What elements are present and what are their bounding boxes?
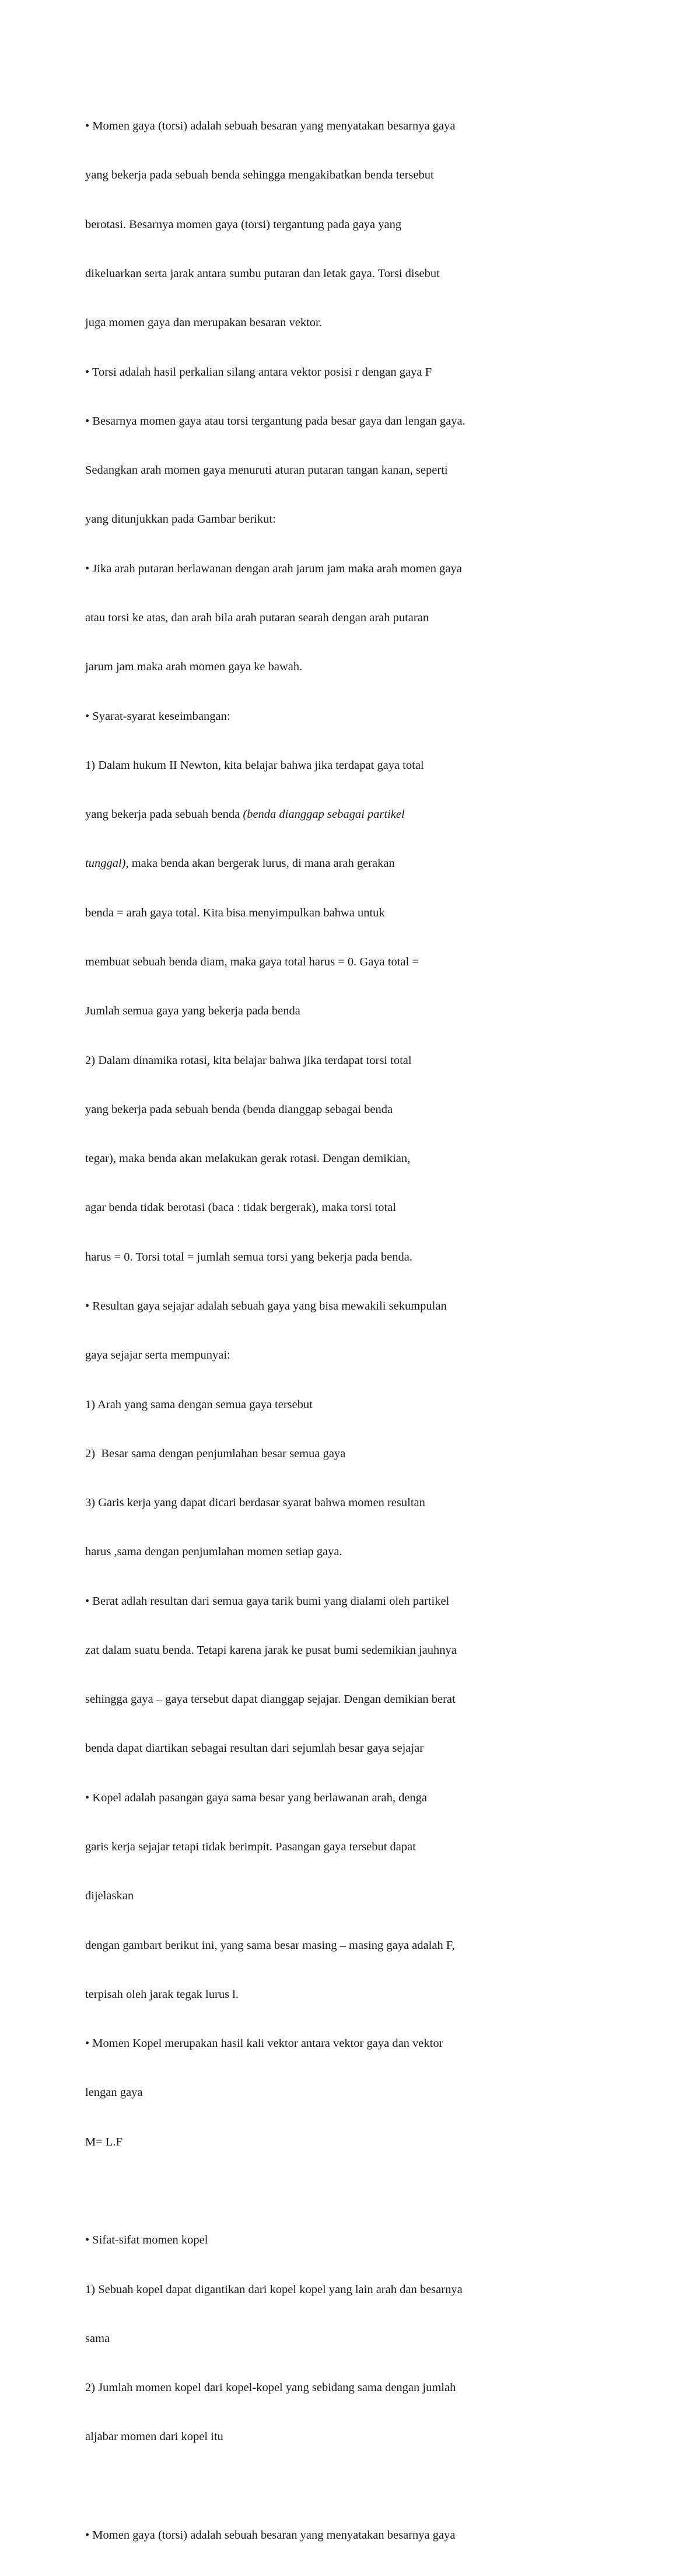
text-line: juga momen gaya dan merupakan besaran vektor. — [85, 316, 322, 330]
text-line: dengan gambart berikut ini, yang sama besar masing – masing gaya adalah F, — [85, 1938, 455, 1952]
text-line: • Sifat-sifat momen kopel — [85, 2234, 208, 2247]
text-line-mixed — [85, 806, 668, 822]
text-line: zat dalam suatu benda. Tetapi karena jarak ke pusat bumi sedemikian jauhnya — [85, 1643, 457, 1657]
text-line: 1) Sebuah kopel dapat digantikan dari kopel kopel yang lain arah dan besarnya — [85, 2283, 463, 2296]
text-line: 3) Garis kerja yang dapat dicari berdasar syarat bahwa momen resultan — [85, 1496, 425, 1510]
text-line: 1) Dalam hukum II Newton, kita belajar bahwa jika terdapat gaya total — [85, 758, 424, 772]
text-line: harus ,sama dengan penjumlahan momen setiap gaya. — [85, 1545, 342, 1559]
text-segment: maka benda akan bergerak lurus, di mana arah gerakan — [128, 857, 395, 870]
text-line: • Torsi adalah hasil perkalian silang antara vektor posisi r dengan gaya F — [85, 365, 432, 379]
text-line: benda dapat diartikan sebagai resultan dari sejumlah besar gaya sejajar — [85, 1742, 424, 1755]
text-line: • Kopel adalah pasangan gaya sama besar yang berlawanan arah, denga — [85, 1791, 428, 1804]
italic-segment: (benda dianggap sebagai partikel — [243, 808, 405, 821]
text-line: • Momen gaya (torsi) adalah sebuah besaran yang menyatakan besarnya gaya — [85, 120, 456, 133]
text-line: garis kerja sejajar tetapi tidak berimpit. Pasangan gaya tersebut dapat — [85, 1840, 416, 1854]
text-line: harus = 0. Torsi total = jumlah semua torsi yang bekerja pada benda. — [85, 1250, 412, 1264]
text-line: sehingga gaya – gaya tersebut dapat dianggap sejajar. Dengan demikian berat — [85, 1693, 456, 1706]
text-line: Sedangkan arah momen gaya menuruti aturan putaran tangan kanan, seperti — [85, 464, 448, 477]
blank-line — [85, 2478, 668, 2494]
text-line: yang bekerja pada sebuah benda sehingga mengakibatkan benda tersebut — [85, 169, 434, 182]
text-line: 2) Jumlah momen kopel dari kopel-kopel yang sebidang sama dengan jumlah — [85, 2381, 456, 2395]
blank-line — [85, 2183, 668, 2199]
text-line: jarum jam maka arah momen gaya ke bawah. — [85, 660, 303, 674]
text-line: dijelaskan — [85, 1889, 134, 1903]
text-line: 2) Besar sama dengan penjumlahan besar semua gaya — [85, 1447, 346, 1460]
text-segment: yang bekerja pada sebuah benda — [85, 808, 243, 821]
text-line: tegar), maka benda akan melakukan gerak rotasi. Dengan demikian, — [85, 1152, 411, 1166]
text-line: terpisah oleh jarak tegak lurus l. — [85, 1987, 239, 2001]
text-line: berotasi. Besarnya momen gaya (torsi) tergantung pada gaya yang — [85, 218, 402, 231]
text-line: • Syarat-syarat keseimbangan: — [85, 709, 230, 723]
text-line: gaya sejajar serta mempunyai: — [85, 1349, 230, 1362]
text-line: dikeluarkan serta jarak antara sumbu putaran dan letak gaya. Torsi disebut — [85, 267, 440, 281]
text-line: aljabar momen dari kopel itu — [85, 2430, 223, 2444]
text-line: benda = arah gaya total. Kita bisa menyimpulkan bahwa untuk — [85, 906, 385, 919]
document-body — [85, 85, 668, 2576]
text-line: agar benda tidak berotasi (baca : tidak bergerak), maka torsi total — [85, 1201, 396, 1214]
italic-segment: tunggal), — [85, 857, 129, 870]
text-line: 1) Arah yang sama dengan semua gaya tersebut — [85, 1398, 313, 1411]
text-line: Jumlah semua gaya yang bekerja pada benda — [85, 1005, 300, 1018]
text-line: lengan gaya — [85, 2086, 143, 2099]
text-line: • Momen Kopel merupakan hasil kali vektor antara vektor gaya dan vektor — [85, 2037, 443, 2050]
text-line: • Besarnya momen gaya atau torsi tergantung pada besar gaya dan lengan gaya. — [85, 414, 466, 428]
text-line: 2) Dalam dinamika rotasi, kita belajar bahwa jika terdapat torsi total — [85, 1054, 412, 1067]
text-line: yang bekerja pada sebuah benda (benda dianggap sebagai benda — [85, 1102, 393, 1116]
text-line: • Berat adlah resultan dari semua gaya tarik bumi yang dialami oleh partikel — [85, 1594, 450, 1608]
text-line: • Resultan gaya sejajar adalah sebuah gaya yang bisa mewakili sekumpulan — [85, 1299, 447, 1312]
text-line: M= L.F — [85, 2135, 123, 2148]
text-line: sama — [85, 2332, 110, 2345]
text-line: atau torsi ke atas, dan arah bila arah putaran searah dengan arah putaran — [85, 611, 429, 624]
text-line: membuat sebuah benda diam, maka gaya total harus = 0. Gaya total = — [85, 955, 419, 968]
text-line: • Jika arah putaran berlawanan dengan arah jarum jam maka arah momen gaya — [85, 562, 462, 575]
text-line-mixed — [85, 855, 668, 872]
text-line: yang ditunjukkan pada Gambar berikut: — [85, 513, 276, 526]
text-line: • Momen gaya (torsi) adalah sebuah besaran yang menyatakan besarnya gaya — [85, 2528, 456, 2542]
